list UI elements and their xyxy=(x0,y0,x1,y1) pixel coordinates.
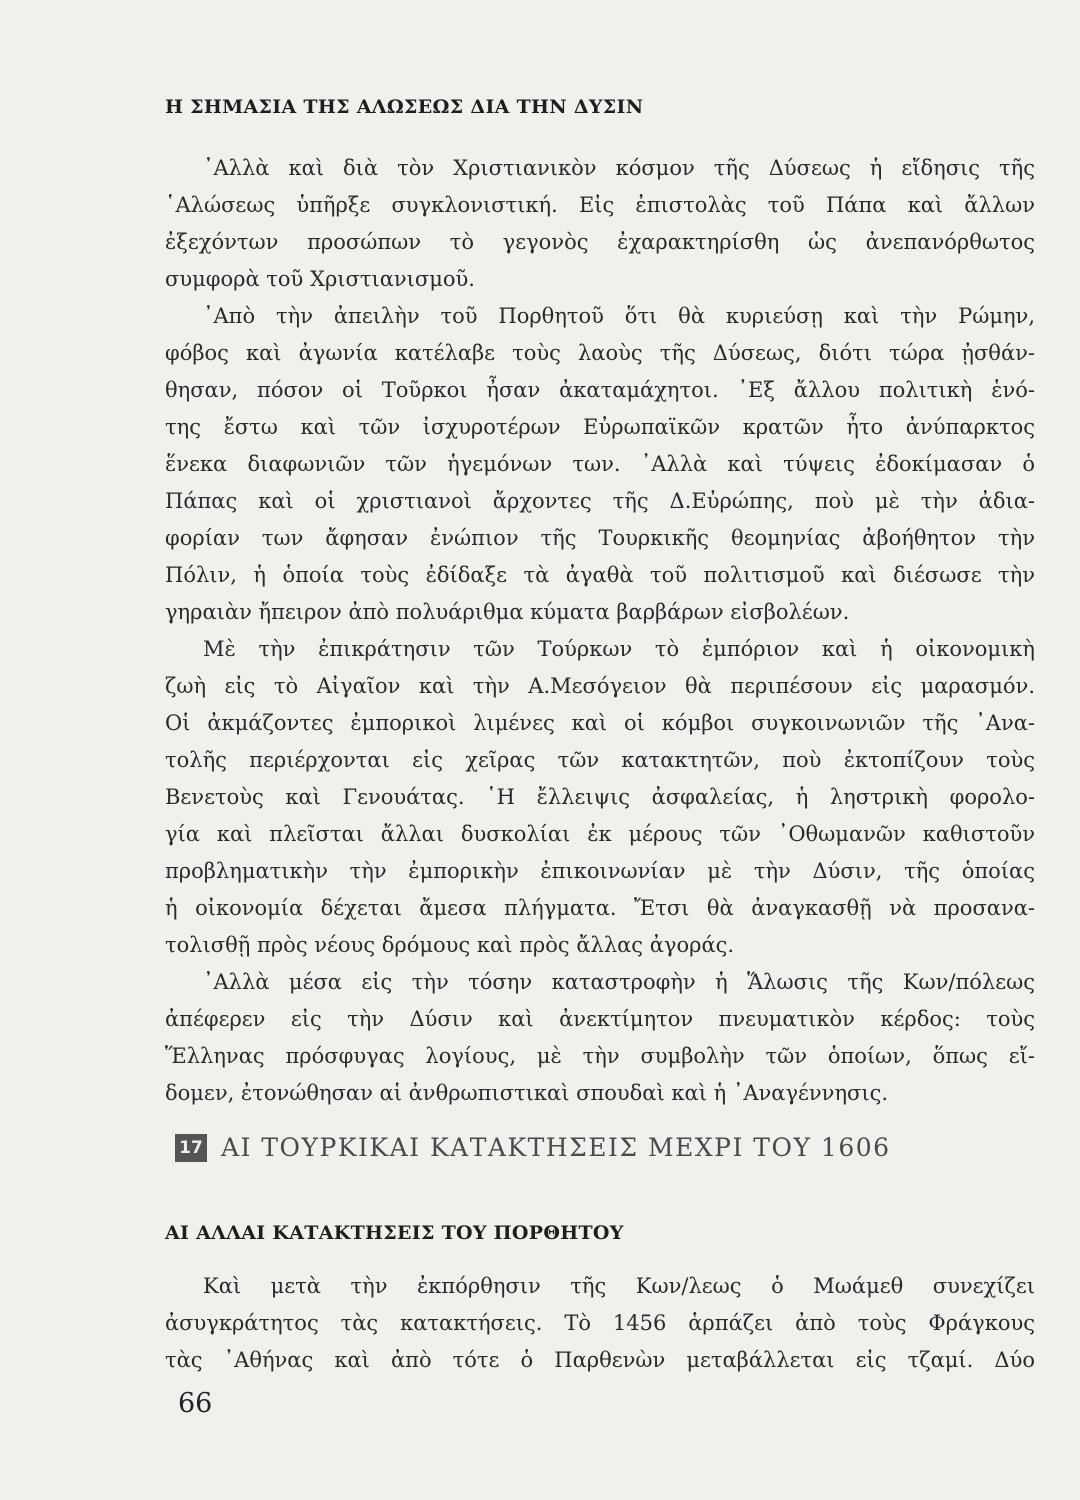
text-line: προβληματικὴν τὴν ἐμπορικὴν ἐπικοινωνίαν μὲ τὴν Δύσιν, τῆς ὁποίας xyxy=(165,859,1035,883)
chapter-title: ΑΙ ΤΟΥΡΚΙΚΑΙ ΚΑΤΑΚΤΗΣΕΙΣ ΜΕΧΡΙ ΤΟΥ 1606 xyxy=(221,1133,891,1162)
paragraph-2 xyxy=(165,298,1035,631)
text-line: ῾Αλώσεως ὑπῆρξε συγκλονιστική. Εἰς ἐπιστολὰς τοῦ Πάπα καὶ ἄλλων xyxy=(165,193,1035,217)
text-line: γηραιὰν ἤπειρον ἀπὸ πολυάριθμα κύματα βαρβάρων εἰσβολέων. xyxy=(165,600,850,624)
page-number: 66 xyxy=(178,1388,213,1419)
section-heading: Η ΣΗΜΑΣΙΑ ΤΗΣ ΑΛΩΣΕΩΣ ΔΙΑ ΤΗΝ ΔΥΣΙΝ xyxy=(165,96,644,118)
text-line: τολισθῇ πρὸς νέους δρόμους καὶ πρὸς ἄλλας ἀγοράς. xyxy=(165,933,735,957)
text-line: ἕνεκα διαφωνιῶν τῶν ἡγεμόνων των. ᾿Αλλὰ καὶ τύψεις ἐδοκίμασαν ὁ xyxy=(165,452,1035,476)
section-number-badge: 17 xyxy=(175,1134,207,1162)
paragraph-3 xyxy=(165,631,1035,964)
text-line: Πόλιν, ἡ ὁποία τοὺς ἐδίδαξε τὰ ἀγαθὰ τοῦ πολιτισμοῦ καὶ διέσωσε τὴν xyxy=(165,563,1035,587)
text-line: ζωὴ εἰς τὸ Αἰγαῖον καὶ τὴν Α.Μεσόγειον θὰ περιπέσουν εἰς μαρασμόν. xyxy=(165,674,1035,698)
sub-heading: ΑΙ ΑΛΛΑΙ ΚΑΤΑΚΤΗΣΕΙΣ ΤΟΥ ΠΟΡΘΗΤΟΥ xyxy=(165,1222,624,1244)
paragraph-5 xyxy=(165,1268,1035,1379)
text-line: τολῆς περιέρχονται εἰς χεῖρας τῶν κατακτητῶν, ποὺ ἐκτοπίζουν τοὺς xyxy=(165,748,1035,772)
text-line: Οἱ ἀκμάζοντες ἐμπορικοὶ λιμένες καὶ οἱ κόμβοι συγκοινωνιῶν τῆς ᾿Ανα- xyxy=(165,711,1035,735)
text-line: τὰς ᾿Αθήνας καὶ ἀπὸ τότε ὁ Παρθενὼν μεταβάλλεται εἰς τζαμί. Δύο xyxy=(165,1348,1035,1372)
text-line: θησαν, πόσον οἱ Τοῦρκοι ἦσαν ἀκαταμάχητοι. ᾿Εξ ἄλλου πολιτικὴ ἑνό- xyxy=(165,378,1035,402)
text-line: ἡ οἰκονομία δέχεται ἄμεσα πλήγματα. Ἔτσι θὰ ἀναγκασθῇ νὰ προσανα- xyxy=(165,896,1035,920)
chapter-section-header xyxy=(175,1133,891,1162)
text-line: Ἕλληνας πρόσφυγας λογίους, μὲ τὴν συμβολὴν τῶν ὁποίων, ὅπως εἴ- xyxy=(165,1044,1035,1068)
text-line: συμφορὰ τοῦ Χριστιανισμοῦ. xyxy=(165,267,475,291)
text-line: Πάπας καὶ οἱ χριστιανοὶ ἄρχοντες τῆς Δ.Εὐρώπης, ποὺ μὲ τὴν ἀδια- xyxy=(165,489,1035,513)
paragraph-1 xyxy=(165,150,1035,298)
text-line: της ἔστω καὶ τῶν ἰσχυροτέρων Εὐρωπαϊκῶν κρατῶν ἦτο ἀνύπαρκτος xyxy=(165,415,1035,439)
text-line: Βενετοὺς καὶ Γενουάτας. ῾Η ἔλλειψις ἀσφαλείας, ἡ ληστρικὴ φορολο- xyxy=(165,785,1035,809)
paragraph-4 xyxy=(165,964,1035,1112)
text-line: φόβος καὶ ἀγωνία κατέλαβε τοὺς λαοὺς τῆς Δύσεως, διότι τώρα ᾐσθάν- xyxy=(165,341,1035,365)
text-line: Μὲ τὴν ἐπικράτησιν τῶν Τούρκων τὸ ἐμπόριον καὶ ἡ οἰκονομικὴ xyxy=(203,637,1035,661)
text-line: ἀσυγκράτητος τὰς κατακτήσεις. Τὸ 1456 ἁρπάζει ἀπὸ τοὺς Φράγκους xyxy=(165,1311,1035,1335)
text-line: φορίαν των ἄφησαν ἐνώπιον τῆς Τουρκικῆς θεομηνίας ἀβοήθητον τὴν xyxy=(165,526,1035,550)
text-line: ἀπέφερεν εἰς τὴν Δύσιν καὶ ἀνεκτίμητον πνευματικὸν κέρδος: τοὺς xyxy=(165,1007,1035,1031)
text-line: δομεν, ἐτονώθησαν αἱ ἀνθρωπιστικαὶ σπουδαὶ καὶ ἡ ᾿Αναγέννησις. xyxy=(165,1081,889,1105)
text-line: ᾿Αλλὰ μέσα εἰς τὴν τόσην καταστροφὴν ἡ Ἅλωσις τῆς Κων/πόλεως xyxy=(203,970,1035,994)
text-line: γία καὶ πλεῖσται ἄλλαι δυσκολίαι ἐκ μέρους τῶν ᾿Οθωμανῶν καθιστοῦν xyxy=(165,822,1035,846)
text-line: Καὶ μετὰ τὴν ἐκπόρθησιν τῆς Κων/λεως ὁ Μωάμεθ συνεχίζει xyxy=(203,1274,1035,1298)
text-line: ᾿Αλλὰ καὶ διὰ τὸν Χριστιανικὸν κόσμον τῆς Δύσεως ἡ εἴδησις τῆς xyxy=(203,156,1035,180)
text-line: ᾿Απὸ τὴν ἀπειλὴν τοῦ Πορθητοῦ ὅτι θὰ κυριεύσῃ καὶ τὴν Ρώμην, xyxy=(203,304,1035,328)
text-line: ἐξεχόντων προσώπων τὸ γεγονὸς ἐχαρακτηρίσθη ὡς ἀνεπανόρθωτος xyxy=(165,230,1035,254)
